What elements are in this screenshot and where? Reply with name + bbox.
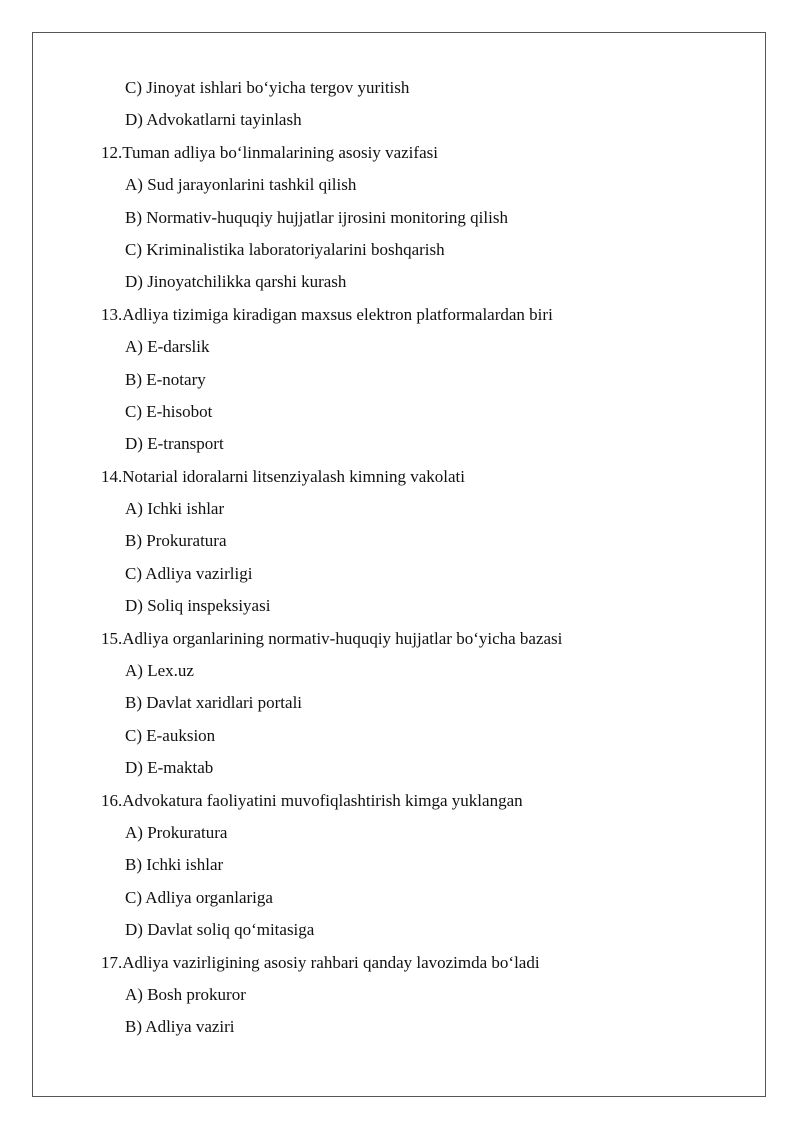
answer-option: D) E-maktab <box>125 758 214 778</box>
answer-option: D) Jinoyatchilikka qarshi kurash <box>125 272 347 292</box>
question-12 <box>0 137 800 169</box>
answer-option: C) E-auksion <box>125 725 216 745</box>
answer-option: D) Advokatlarni tayinlash <box>125 110 302 130</box>
question-number: 16. <box>101 790 123 810</box>
question-13 <box>0 299 800 331</box>
answer-option: B) E-notary <box>125 369 206 389</box>
answer-option: B) Ichki ishlar <box>125 855 224 875</box>
answer-option: A) Lex.uz <box>125 661 194 681</box>
question-number: 15. <box>101 628 123 648</box>
question-text: Tuman adliya bo‘linmalarining asosiy vazifasi <box>122 142 438 162</box>
question-text: Adliya organlarining normativ-huquqiy hujjatlar bo‘yicha bazasi <box>122 628 563 648</box>
answer-option: A) E-darslik <box>125 337 210 357</box>
answer-option: B) Adliya vaziri <box>125 1017 235 1037</box>
answer-option: D) Davlat soliq qo‘mitasiga <box>125 920 315 940</box>
answer-option: C) Adliya organlariga <box>125 887 273 907</box>
question-text: Adliya vazirligining asosiy rahbari qanday lavozimda bo‘ladi <box>122 952 540 972</box>
question-text: Advokatura faoliyatini muvofiqlashtirish kimga yuklangan <box>122 790 523 810</box>
answer-option: B) Davlat xaridlari portali <box>125 693 303 713</box>
answer-option: A) Ichki ishlar <box>125 499 225 519</box>
answer-option: B) Normativ-huquqiy hujjatlar ijrosini monitoring qilish <box>125 207 508 227</box>
question-16 <box>0 785 800 817</box>
answer-option: A) Bosh prokuror <box>125 984 246 1004</box>
answer-option: D) E-transport <box>125 434 224 454</box>
answer-option: C) Adliya vazirligi <box>125 563 253 583</box>
answer-option: D) Soliq inspeksiyasi <box>125 596 271 616</box>
answer-option: B) Prokuratura <box>125 531 227 551</box>
question-text: Notarial idoralarni litsenziyalash kimning vakolati <box>122 466 465 486</box>
question-number: 17. <box>101 952 123 972</box>
answer-option: A) Sud jarayonlarini tashkil qilish <box>125 175 357 195</box>
question-17 <box>0 947 800 979</box>
question-15 <box>0 623 800 655</box>
question-number: 12. <box>101 142 123 162</box>
question-14 <box>0 461 800 493</box>
question-number: 13. <box>101 304 123 324</box>
answer-option: C) E-hisobot <box>125 401 213 421</box>
question-list <box>0 72 800 1044</box>
answer-option: A) Prokuratura <box>125 822 228 842</box>
question-text: Adliya tizimiga kiradigan maxsus elektron platformalardan biri <box>122 304 553 324</box>
answer-option: C) Jinoyat ishlari bo‘yicha tergov yuritish <box>125 78 410 97</box>
answer-option: C) Kriminalistika laboratoriyalarini boshqarish <box>125 239 445 259</box>
question-number: 14. <box>101 466 123 486</box>
